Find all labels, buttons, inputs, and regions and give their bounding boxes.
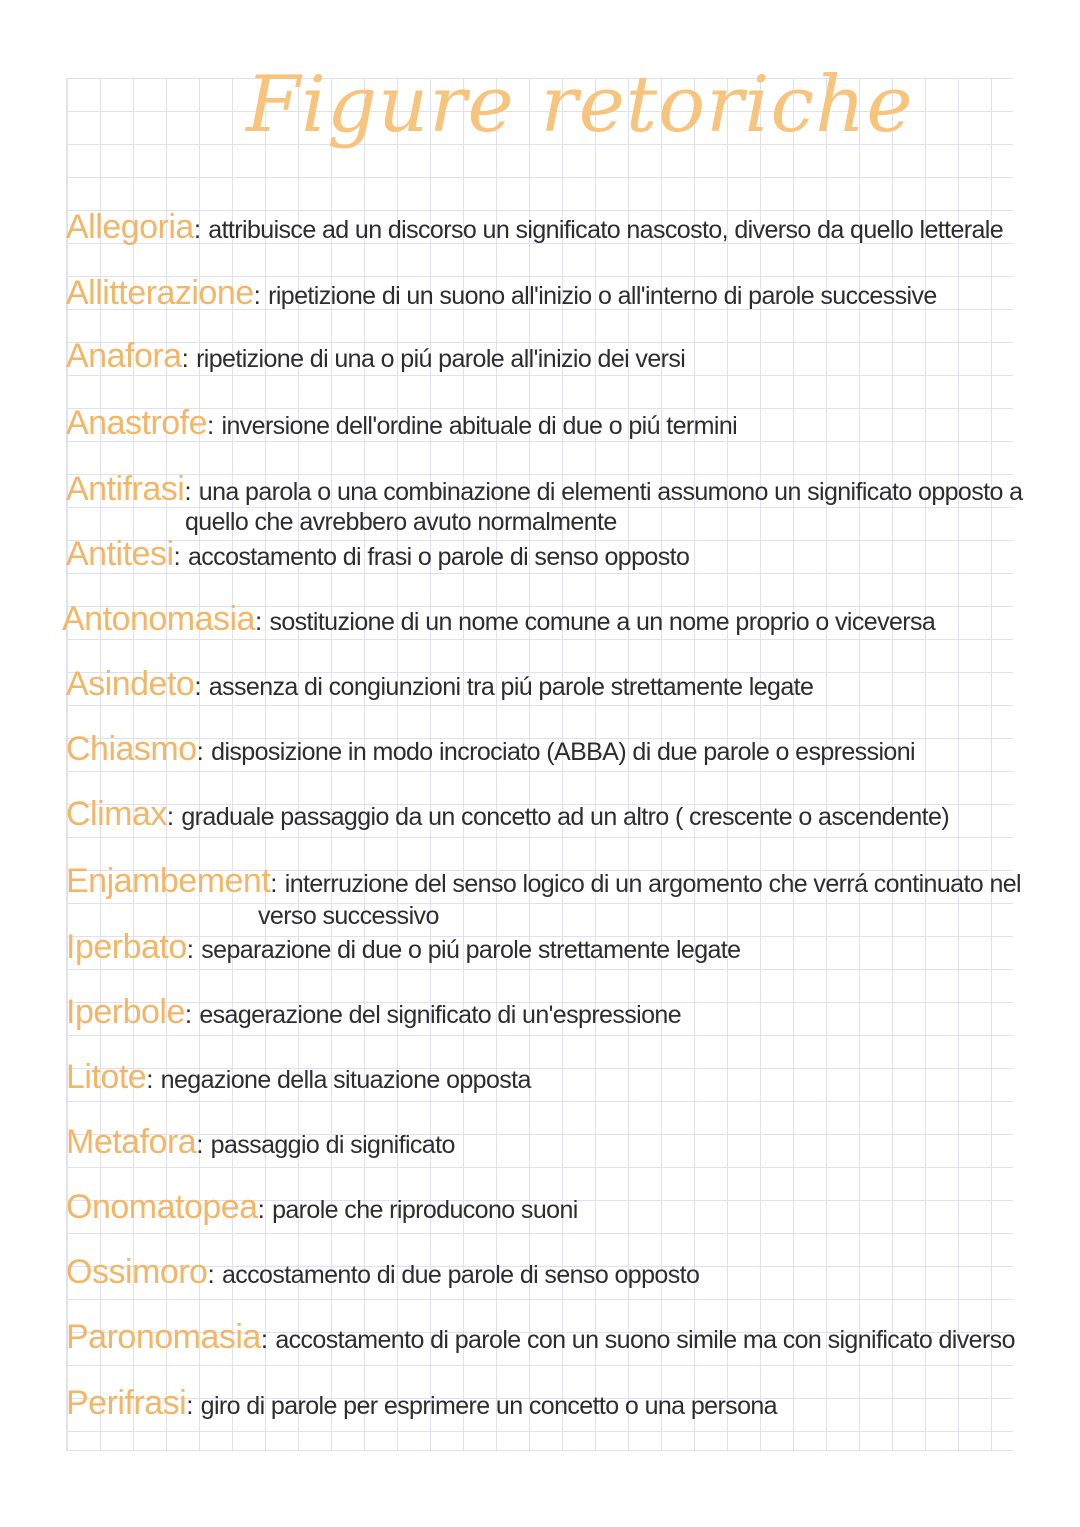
entry-onomatopea: Onomatopea: parole che riproducono suoni: [66, 1188, 578, 1226]
term: Climax: [66, 795, 167, 833]
definition: interruzione del senso logico di un argomento che verrá continuato nel: [284, 870, 1022, 898]
entry-iperbole: Iperbole: esagerazione del significato di un'espressione: [66, 993, 682, 1031]
term: Antitesi: [66, 535, 174, 573]
definition: esagerazione del significato di un'espressione: [199, 1001, 682, 1029]
definition: una parola o una combinazione di elementi assumono un significato opposto a: [198, 478, 1023, 506]
term: Perifrasi: [66, 1384, 187, 1422]
definition: accostamento di parole con un suono simile ma con significato diverso: [275, 1326, 1015, 1354]
term: Enjambement: [66, 862, 271, 900]
definition: giro di parole per esprimere un concetto o una persona: [200, 1392, 777, 1420]
definition: assenza di congiunzioni tra piú parole strettamente legate: [208, 673, 814, 701]
entry-ossimoro: Ossimoro: accostamento di due parole di senso opposto: [66, 1253, 700, 1291]
definition: inversione dell'ordine abituale di due o piú termini: [221, 412, 738, 440]
term: Antonomasia: [62, 600, 255, 638]
entry-perifrasi: Perifrasi: giro di parole per esprimere un concetto o una persona: [66, 1384, 777, 1422]
entry-enjambement: Enjambement: interruzione del senso logico di un argomento che verrá continuato nel: [66, 862, 1022, 900]
entry-anafora: Anafora: ripetizione di una o piú parole all'inizio dei versi: [66, 337, 686, 375]
term: Iperbole: [66, 993, 185, 1031]
definition: disposizione in modo incrociato (ABBA) di due parole o espressioni: [211, 738, 915, 766]
term: Allegoria: [66, 208, 194, 246]
term: Asindeto: [66, 665, 195, 703]
term: Anastrofe: [66, 404, 208, 442]
entry-iperbato: Iperbato: separazione di due o piú parole strettamente legate: [66, 928, 741, 966]
entry-asindeto: Asindeto: assenza di congiunzioni tra piú parole strettamente legate: [66, 665, 814, 703]
term: Chiasmo: [66, 730, 197, 768]
definition: negazione della situazione opposta: [160, 1066, 531, 1094]
entry-antifrasi: Antifrasi: una parola o una combinazione di elementi assumono un significato opposto a: [66, 470, 1023, 508]
definition: attribuisce ad un discorso un significato nascosto, diverso da quello letterale: [208, 216, 1004, 244]
entry-chiasmo: Chiasmo: disposizione in modo incrociato (ABBA) di due parole o espressioni: [66, 730, 915, 768]
term: Anafora: [66, 337, 182, 375]
term: Metafora: [66, 1123, 197, 1161]
definition: ripetizione di una o piú parole all'inizio dei versi: [196, 345, 686, 373]
entry-antitesi: Antitesi: accostamento di frasi o parole di senso opposto: [66, 535, 690, 573]
term: Paronomasia: [66, 1318, 261, 1356]
entry-anastrofe: Anastrofe: inversione dell'ordine abituale di due o piú termini: [66, 404, 738, 442]
definition: passaggio di significato: [210, 1131, 455, 1159]
term: Allitterazione: [66, 274, 254, 312]
definition: accostamento di frasi o parole di senso opposto: [187, 543, 690, 571]
term: Iperbato: [66, 928, 187, 966]
term: Ossimoro: [66, 1253, 208, 1291]
term: Litote: [66, 1058, 147, 1096]
term: Antifrasi: [66, 470, 185, 508]
entry-antonomasia: Antonomasia: sostituzione di un nome comune a un nome proprio o viceversa: [62, 600, 936, 638]
definition-continuation: verso successivo: [258, 902, 439, 930]
definition: graduale passaggio da un concetto ad un altro ( crescente o ascendente): [181, 803, 950, 831]
term: Onomatopea: [66, 1188, 258, 1226]
definition-continuation: quello che avrebbero avuto normalmente: [185, 508, 617, 536]
entry-litote: Litote: negazione della situazione opposta: [66, 1058, 531, 1096]
entry-allitterazione: Allitterazione: ripetizione di un suono all'inizio o all'interno di parole successive: [66, 274, 937, 312]
definition: parole che riproducono suoni: [272, 1196, 578, 1224]
definition: ripetizione di un suono all'inizio o all'interno di parole successive: [268, 282, 937, 310]
entry-climax: Climax: graduale passaggio da un concetto ad un altro ( crescente o ascendente): [66, 795, 950, 833]
entry-metafora: Metafora: passaggio di significato: [66, 1123, 455, 1161]
entry-paronomasia: Paronomasia: accostamento di parole con un suono simile ma con significato diverso: [66, 1318, 1015, 1356]
definition: separazione di due o piú parole strettamente legate: [201, 936, 741, 964]
definition: accostamento di due parole di senso opposto: [221, 1261, 700, 1289]
page-title: Figure retoriche: [246, 60, 914, 150]
definition: sostituzione di un nome comune a un nome proprio o viceversa: [269, 608, 936, 636]
entry-allegoria: Allegoria: attribuisce ad un discorso un significato nascosto, diverso da quello letterale: [66, 208, 1004, 246]
